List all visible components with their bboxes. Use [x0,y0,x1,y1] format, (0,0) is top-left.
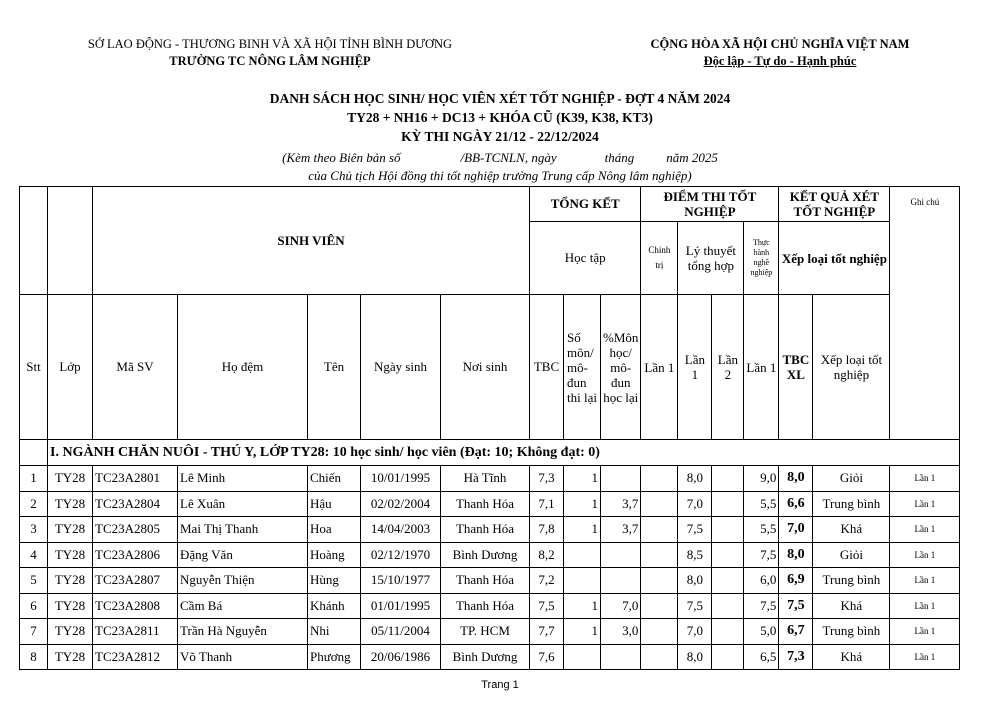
cell-noi: TP. HCM [441,619,530,645]
cell-noi: Bình Dương [441,644,530,670]
doc-title: DANH SÁCH HỌC SINH/ HỌC VIÊN XÉT TỐT NGHIỆP - ĐỢT 4 NĂM 2024 [269,91,731,106]
cell-stt: 8 [20,644,48,670]
header-right [620,36,940,70]
cell-stt: 3 [20,517,48,543]
cell-ma: TC23A2805 [93,517,178,543]
cell-so: 1 [564,619,601,645]
col-xep-loai: Xếp loại tốt nghiệp [813,295,890,440]
cell-xl: 6,9 [779,568,813,594]
cell-ct [641,517,678,543]
cell-lt2 [712,517,744,543]
cell-ho: Lê Xuân [178,491,308,517]
cell-lt: 8,0 [678,644,712,670]
cell-xl: 8,0 [779,542,813,568]
col-tbc-xl: TBC XL [779,295,813,440]
header-tong-ket: TỔNG KẾT [530,187,641,222]
table-row [20,644,960,670]
cell-lt: 8,0 [678,568,712,594]
table-row [20,491,960,517]
cell-ghi: Lần 1 [890,517,960,543]
cell-ns: 02/12/1970 [361,542,441,568]
header-left [60,36,480,70]
col-lop: Lớp [48,295,93,440]
cell-xl: 7,5 [779,593,813,619]
cell-ct [641,491,678,517]
cell-lop: TY28 [48,593,93,619]
cell-lt2 [712,491,744,517]
cell-lt: 7,5 [678,593,712,619]
cell-th: 5,0 [744,619,779,645]
header-ly-thuyet: Lý thuyết tổng hợp [678,222,744,295]
cell-noi: Thanh Hóa [441,517,530,543]
cell-so: 1 [564,517,601,543]
cell-ten: Hoàng [308,542,361,568]
cell-lop: TY28 [48,466,93,492]
cell-so: 1 [564,466,601,492]
table-row [20,593,960,619]
motto: Độc lập - Tự do - Hạnh phúc [703,54,857,68]
cell-ns: 20/06/1986 [361,644,441,670]
group-title: I. NGÀNH CHĂN NUÔI - THÚ Y, LỚP TY28: 10 học sinh/ học viên (Đạt: 10; Không đạt: 0) [48,440,960,466]
cell-ct [641,593,678,619]
cell-ghi: Lần 1 [890,466,960,492]
cell-pct: 3,7 [601,491,641,517]
cell-pct [601,542,641,568]
cell-lop: TY28 [48,619,93,645]
cell-xl: 8,0 [779,466,813,492]
cell-lop: TY28 [48,517,93,543]
country-name: CỘNG HÒA XÃ HỘI CHỦ NGHĨA VIỆT NAM [650,37,910,51]
cell-ho: Võ Thanh [178,644,308,670]
cell-stt: 1 [20,466,48,492]
table-body [20,466,960,670]
cell-ma: TC23A2807 [93,568,178,594]
school-name: TRƯỜNG TC NÔNG LÂM NGHIỆP [169,54,371,68]
cell-ten: Chiến [308,466,361,492]
cell-ten: Hùng [308,568,361,594]
cell-ns: 14/04/2003 [361,517,441,543]
cell-ma: TC23A2804 [93,491,178,517]
cell-tbc: 7,3 [530,466,564,492]
note-part-4: năm 2025 [666,150,718,165]
table-row [20,568,960,594]
header-hoc-tap: Học tập [530,222,641,295]
cell-loai: Trung bình [813,568,890,594]
cell-noi: Thanh Hóa [441,568,530,594]
cell-ho: Mai Thị Thanh [178,517,308,543]
cell-ct [641,466,678,492]
cell-ns: 01/01/1995 [361,593,441,619]
cell-tbc: 7,7 [530,619,564,645]
cell-loai: Khá [813,517,890,543]
col-so-mon: Số môn/ mô-đun thi lại [564,295,601,440]
cell-lt2 [712,466,744,492]
page-number: Trang 1 [481,679,519,691]
col-lan1-thuc-hanh: Lần 1 [744,295,779,440]
cell-ns: 02/02/2004 [361,491,441,517]
header-thuc-hanh: Thực hành nghề nghiệp [744,222,779,295]
cell-noi: Thanh Hóa [441,593,530,619]
cell-ho: Lê Minh [178,466,308,492]
attachment-note-2: của Chủ tịch Hội đồng thi tốt nghiệp trường Trung cấp Nông lâm nghiệp) [308,168,692,183]
cell-ho: Cầm Bá [178,593,308,619]
cell-ma: TC23A2801 [93,466,178,492]
student-table [19,186,960,670]
group-blank-cell [20,440,48,466]
cell-noi: Thanh Hóa [441,491,530,517]
cell-pct [601,568,641,594]
cell-ct [641,542,678,568]
cell-th: 6,5 [744,644,779,670]
cell-lt: 8,0 [678,466,712,492]
col-pct-mon: %Môn học/ mô-đun học lại [601,295,641,440]
cell-so: 1 [564,491,601,517]
table-row [20,619,960,645]
cell-stt: 2 [20,491,48,517]
cell-so: 1 [564,593,601,619]
cell-ho: Nguyễn Thiện [178,568,308,594]
cell-ns: 10/01/1995 [361,466,441,492]
col-ngay-sinh: Ngày sinh [361,295,441,440]
cell-ns: 05/11/2004 [361,619,441,645]
col-ho-dem: Họ đệm [178,295,308,440]
note-part-2: /BB-TCNLN, ngày [460,150,557,165]
cell-tbc: 7,5 [530,593,564,619]
department-name: SỞ LAO ĐỘNG - THƯƠNG BINH VÀ XÃ HỘI TỈNH BÌNH DƯƠNG [87,37,453,51]
header-ket-qua: KẾT QUẢ XÉT TỐT NGHIỆP [779,187,890,222]
cell-loai: Khá [813,593,890,619]
cell-lt2 [712,568,744,594]
cell-ma: TC23A2806 [93,542,178,568]
cell-th: 9,0 [744,466,779,492]
cell-loai: Giỏi [813,542,890,568]
cell-th: 7,5 [744,542,779,568]
cell-pct: 7,0 [601,593,641,619]
cell-ten: Phương [308,644,361,670]
cell-ten: Nhi [308,619,361,645]
col-tbc: TBC [530,295,564,440]
cell-tbc: 7,2 [530,568,564,594]
cell-pct [601,466,641,492]
cell-stt: 5 [20,568,48,594]
cell-lt: 7,0 [678,491,712,517]
cell-ghi: Lần 1 [890,593,960,619]
table-row [20,517,960,543]
cell-tbc: 7,6 [530,644,564,670]
cell-pct: 3,7 [601,517,641,543]
cell-tbc: 7,1 [530,491,564,517]
cell-ghi: Lần 1 [890,542,960,568]
cell-ghi: Lần 1 [890,491,960,517]
cell-noi: Hà Tĩnh [441,466,530,492]
cell-stt: 6 [20,593,48,619]
cell-lop: TY28 [48,542,93,568]
cell-ten: Hậu [308,491,361,517]
attachment-note [0,150,1000,166]
cell-so [564,568,601,594]
col-ten: Tên [308,295,361,440]
cell-lop: TY28 [48,491,93,517]
cell-lt2 [712,644,744,670]
cell-ghi: Lần 1 [890,619,960,645]
header-diem-thi: ĐIỂM THI TỐT NGHIỆP [641,187,779,222]
cell-lt2 [712,542,744,568]
table-row [20,466,960,492]
cell-ns: 15/10/1977 [361,568,441,594]
note-part-3: tháng [604,150,635,165]
cell-th: 6,0 [744,568,779,594]
doc-subtitle: TY28 + NH16 + DC13 + KHÓA CŨ (K39, K38, KT3) [347,110,653,125]
cell-ma: TC23A2808 [93,593,178,619]
cell-ct [641,644,678,670]
cell-ten: Khánh [308,593,361,619]
cell-th: 5,5 [744,517,779,543]
header-ghi-chu: Ghi chú [890,187,960,440]
cell-ct [641,619,678,645]
cell-pct: 3,0 [601,619,641,645]
cell-stt: 7 [20,619,48,645]
cell-lt: 8,5 [678,542,712,568]
cell-tbc: 8,2 [530,542,564,568]
blank-lop-top [48,187,93,295]
table-row [20,542,960,568]
cell-lt2 [712,619,744,645]
cell-loai: Giỏi [813,466,890,492]
col-lan1-ly-thuyet: Lần 1 [678,295,712,440]
header-sinh-vien: SINH VIÊN [93,187,530,295]
cell-noi: Bình Dương [441,542,530,568]
cell-lt: 7,0 [678,619,712,645]
header-xep-loai-group: Xếp loại tốt nghiệp [779,222,890,295]
cell-so [564,542,601,568]
cell-ghi: Lần 1 [890,644,960,670]
cell-ghi: Lần 1 [890,568,960,594]
cell-ma: TC23A2811 [93,619,178,645]
cell-ma: TC23A2812 [93,644,178,670]
cell-loai: Khá [813,644,890,670]
cell-loai: Trung bình [813,491,890,517]
col-lan2-ly-thuyet: Lần 2 [712,295,744,440]
cell-ho: Trần Hà Nguyễn [178,619,308,645]
cell-xl: 7,3 [779,644,813,670]
cell-so [564,644,601,670]
col-noi-sinh: Nơi sinh [441,295,530,440]
cell-lt2 [712,593,744,619]
cell-lop: TY28 [48,568,93,594]
note-part-1: (Kèm theo Biên bản số [282,150,401,165]
cell-pct [601,644,641,670]
header-chinh-tri: Chính trị [641,222,678,295]
col-ma-sv: Mã SV [93,295,178,440]
cell-ten: Hoa [308,517,361,543]
blank-stt-top [20,187,48,295]
cell-xl: 6,6 [779,491,813,517]
cell-tbc: 7,8 [530,517,564,543]
exam-date: KỲ THI NGÀY 21/12 - 22/12/2024 [401,129,599,144]
cell-xl: 6,7 [779,619,813,645]
col-lan1-chinh-tri: Lần 1 [641,295,678,440]
cell-th: 5,5 [744,491,779,517]
cell-lt: 7,5 [678,517,712,543]
cell-stt: 4 [20,542,48,568]
cell-loai: Trung bình [813,619,890,645]
cell-lop: TY28 [48,644,93,670]
cell-th: 7,5 [744,593,779,619]
cell-ho: Đặng Văn [178,542,308,568]
cell-ct [641,568,678,594]
cell-xl: 7,0 [779,517,813,543]
col-stt: Stt [20,295,48,440]
